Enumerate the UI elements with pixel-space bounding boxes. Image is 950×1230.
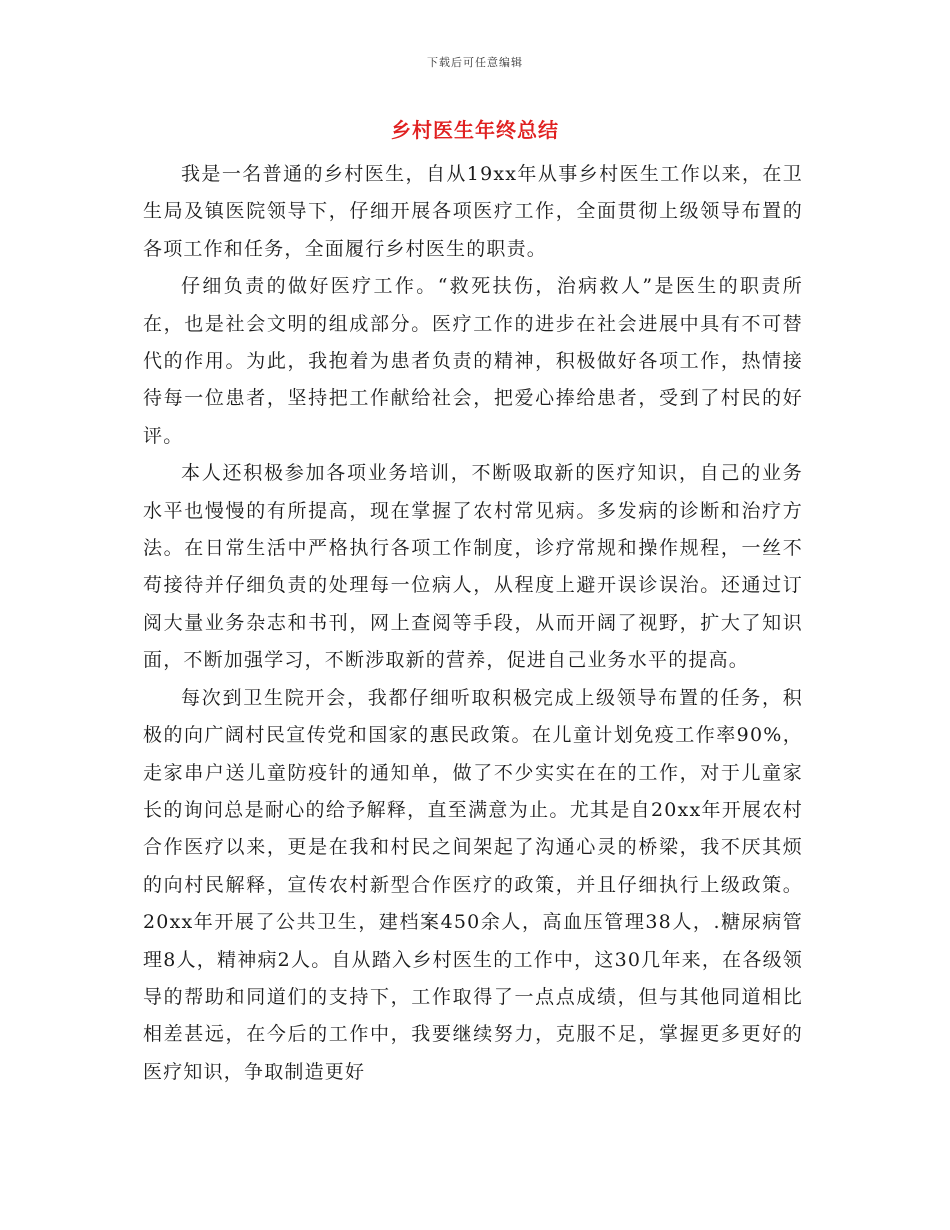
paragraph-3: 本人还积极参加各项业务培训，不断吸取新的医疗知识，自己的业务水平也慢慢的有所提高，现在掌握了农村常见病。多发病的诊断和治疗方法。在日常生活中严格执行各项工作制度，诊疗常规和操作规程，一丝不苟接待并仔细负责的处理每一位病人，从程度上避开误诊误治。还通过订阅大量业务杂志和书刊，网上查阅等手段，从而开阔了视野，扩大了知识面，不断加强学习，不断涉取新的营养，促进自己业务水平的提高。 (143, 462, 803, 672)
page-header-note: 下载后可任意编辑 (427, 56, 523, 69)
paragraph-2: 仔细负责的做好医疗工作。“救死扶伤，治病救人”是医生的职责所在，也是社会文明的组成部分。医疗工作的进步在社会进展中具有不可替代的作用。为此，我抱着为患者负责的精神，积极做好各项工作，热情接待每一位患者，坚持把工作献给社会，把爱心捧给患者，受到了村民的好评。 (143, 275, 803, 447)
paragraph-1: 我是一名普通的乡村医生，自从19xx年从事乡村医生工作以来，在卫生局及镇医院领导下，仔细开展各项医疗工作，全面贯彻上级领导布置的各项工作和任务，全面履行乡村医生的职责。 (143, 163, 803, 260)
document-title: 乡村医生年终总结 (391, 118, 559, 142)
paragraph-4: 每次到卫生院开会，我都仔细听取积极完成上级领导布置的任务，积极的向广阔村民宣传党和国家的惠民政策。在儿童计划免疫工作率90%，走家串户送儿童防疫针的通知单，做了不少实实在在的工作，对于儿童家长的询问总是耐心的给予解释，直至满意为止。尤其是自20xx年开展农村合作医疗以来，更是在我和村民之间架起了沟通心灵的桥梁，我不厌其烦的向村民解释，宣传农村新型合作医疗的政策，并且仔细执行上级政策。20xx年开展了公共卫生，建档案450余人，高血压管理38人，.糖尿病管理8人，精神病2人。自从踏入乡村医生的工作中，这30几年来，在各级领导的帮助和同道们的支持下，工作取得了一点点成绩，但与其他同道相比相差甚远，在今后的工作中，我要继续努力，克服不足，掌握更多更好的医疗知识，争取制造更好 (143, 686, 803, 1083)
document-body (143, 156, 803, 1091)
